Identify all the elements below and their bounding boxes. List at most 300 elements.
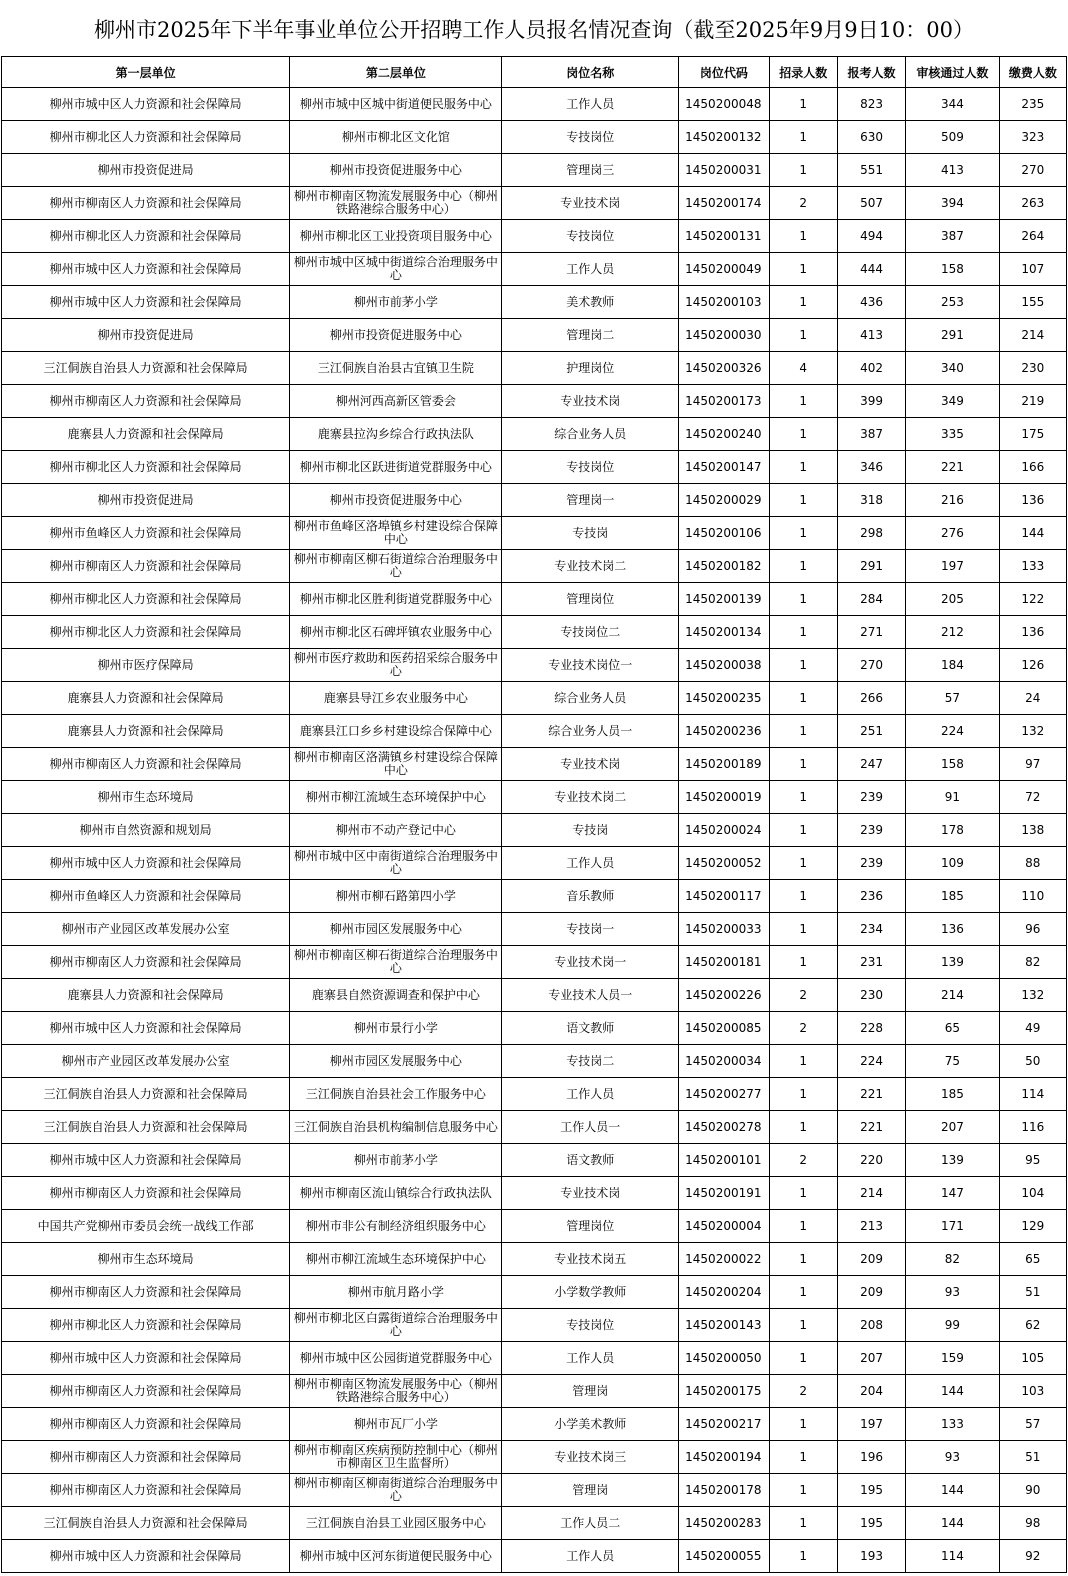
applicants-cell: 196 (837, 1441, 905, 1474)
post-code-cell: 1450200085 (679, 1012, 769, 1045)
applicants-cell: 239 (837, 781, 905, 814)
header-hire-count: 招录人数 (769, 57, 837, 88)
second-unit-cell: 三江侗族自治县机构编制信息服务中心 (290, 1111, 502, 1144)
post-code-cell: 1450200182 (679, 550, 769, 583)
post-code-cell: 1450200019 (679, 781, 769, 814)
second-unit-cell: 柳州市城中区中南街道综合治理服务中心 (290, 847, 502, 880)
post-code-cell: 1450200175 (679, 1375, 769, 1408)
table-row (2, 1243, 1067, 1276)
post-name-cell: 管理岗位 (502, 583, 679, 616)
hire-count-cell: 1 (769, 748, 837, 781)
paid-cell: 132 (999, 979, 1066, 1012)
paid-cell: 264 (999, 220, 1066, 253)
paid-cell: 49 (999, 1012, 1066, 1045)
applicants-cell: 271 (837, 616, 905, 649)
paid-cell: 98 (999, 1507, 1066, 1540)
approved-cell: 349 (906, 385, 999, 418)
paid-cell: 126 (999, 649, 1066, 682)
approved-cell: 221 (906, 451, 999, 484)
approved-cell: 144 (906, 1474, 999, 1507)
first-unit-cell: 三江侗族自治县人力资源和社会保障局 (2, 1111, 290, 1144)
approved-cell: 93 (906, 1441, 999, 1474)
applicants-cell: 630 (837, 121, 905, 154)
approved-cell: 171 (906, 1210, 999, 1243)
second-unit-cell: 三江侗族自治县社会工作服务中心 (290, 1078, 502, 1111)
approved-cell: 109 (906, 847, 999, 880)
applicants-cell: 444 (837, 253, 905, 286)
first-unit-cell: 柳州市柳南区人力资源和社会保障局 (2, 1375, 290, 1408)
post-name-cell: 专业技术岗 (502, 1177, 679, 1210)
first-unit-cell: 柳州市柳北区人力资源和社会保障局 (2, 220, 290, 253)
first-unit-cell: 柳州市城中区人力资源和社会保障局 (2, 1540, 290, 1573)
approved-cell: 216 (906, 484, 999, 517)
approved-cell: 344 (906, 88, 999, 121)
table-body (2, 88, 1067, 1573)
second-unit-cell: 鹿寨县自然资源调查和保护中心 (290, 979, 502, 1012)
second-unit-cell: 柳州市城中区公园街道党群服务中心 (290, 1342, 502, 1375)
first-unit-cell: 柳州市投资促进局 (2, 154, 290, 187)
post-code-cell: 1450200235 (679, 682, 769, 715)
paid-cell: 88 (999, 847, 1066, 880)
hire-count-cell: 1 (769, 1276, 837, 1309)
hire-count-cell: 1 (769, 1474, 837, 1507)
approved-cell: 197 (906, 550, 999, 583)
table-row (2, 484, 1067, 517)
approved-cell: 185 (906, 1078, 999, 1111)
first-unit-cell: 柳州市柳南区人力资源和社会保障局 (2, 187, 290, 220)
first-unit-cell: 柳州市柳南区人力资源和社会保障局 (2, 1474, 290, 1507)
applicants-cell: 221 (837, 1078, 905, 1111)
post-name-cell: 专技岗位二 (502, 616, 679, 649)
applicants-cell: 197 (837, 1408, 905, 1441)
hire-count-cell: 1 (769, 451, 837, 484)
first-unit-cell: 柳州市投资促进局 (2, 484, 290, 517)
approved-cell: 93 (906, 1276, 999, 1309)
approved-cell: 75 (906, 1045, 999, 1078)
post-name-cell: 专业技术岗二 (502, 781, 679, 814)
table-row (2, 1309, 1067, 1342)
hire-count-cell: 1 (769, 715, 837, 748)
hire-count-cell: 1 (769, 1111, 837, 1144)
post-name-cell: 管理岗三 (502, 154, 679, 187)
approved-cell: 82 (906, 1243, 999, 1276)
first-unit-cell: 柳州市柳北区人力资源和社会保障局 (2, 121, 290, 154)
table-row (2, 1441, 1067, 1474)
paid-cell: 24 (999, 682, 1066, 715)
approved-cell: 509 (906, 121, 999, 154)
first-unit-cell: 柳州市柳南区人力资源和社会保障局 (2, 946, 290, 979)
paid-cell: 95 (999, 1144, 1066, 1177)
post-name-cell: 小学数学教师 (502, 1276, 679, 1309)
second-unit-cell: 柳州市柳南区柳石街道综合治理服务中心 (290, 946, 502, 979)
applicants-cell: 209 (837, 1276, 905, 1309)
post-name-cell: 综合业务人员一 (502, 715, 679, 748)
post-code-cell: 1450200052 (679, 847, 769, 880)
second-unit-cell: 柳州市非公有制经济组织服务中心 (290, 1210, 502, 1243)
post-name-cell: 语文教师 (502, 1012, 679, 1045)
hire-count-cell: 2 (769, 979, 837, 1012)
post-code-cell: 1450200217 (679, 1408, 769, 1441)
applicants-cell: 224 (837, 1045, 905, 1078)
paid-cell: 175 (999, 418, 1066, 451)
approved-cell: 335 (906, 418, 999, 451)
post-name-cell: 音乐教师 (502, 880, 679, 913)
paid-cell: 166 (999, 451, 1066, 484)
approved-cell: 205 (906, 583, 999, 616)
hire-count-cell: 1 (769, 154, 837, 187)
post-name-cell: 专业技术岗三 (502, 1441, 679, 1474)
header-first-unit: 第一层单位 (2, 57, 290, 88)
post-name-cell: 综合业务人员 (502, 682, 679, 715)
table-row (2, 451, 1067, 484)
first-unit-cell: 柳州市生态环境局 (2, 781, 290, 814)
applicants-cell: 209 (837, 1243, 905, 1276)
table-row (2, 814, 1067, 847)
post-name-cell: 小学美术教师 (502, 1408, 679, 1441)
post-name-cell: 工作人员 (502, 1078, 679, 1111)
post-code-cell: 1450200277 (679, 1078, 769, 1111)
post-name-cell: 护理岗位 (502, 352, 679, 385)
second-unit-cell: 柳州市投资促进服务中心 (290, 319, 502, 352)
table-row (2, 1111, 1067, 1144)
post-name-cell: 专业技术岗 (502, 385, 679, 418)
table-row (2, 616, 1067, 649)
applicants-cell: 284 (837, 583, 905, 616)
post-code-cell: 1450200226 (679, 979, 769, 1012)
paid-cell: 270 (999, 154, 1066, 187)
approved-cell: 57 (906, 682, 999, 715)
applicants-cell: 195 (837, 1474, 905, 1507)
second-unit-cell: 柳州市城中区城中街道综合治理服务中心 (290, 253, 502, 286)
applicants-cell: 413 (837, 319, 905, 352)
applicants-cell: 387 (837, 418, 905, 451)
hire-count-cell: 1 (769, 1408, 837, 1441)
paid-cell: 50 (999, 1045, 1066, 1078)
post-name-cell: 管理岗 (502, 1474, 679, 1507)
paid-cell: 97 (999, 748, 1066, 781)
first-unit-cell: 柳州市产业园区改革发展办公室 (2, 913, 290, 946)
approved-cell: 159 (906, 1342, 999, 1375)
hire-count-cell: 1 (769, 814, 837, 847)
first-unit-cell: 鹿寨县人力资源和社会保障局 (2, 682, 290, 715)
first-unit-cell: 柳州市柳北区人力资源和社会保障局 (2, 583, 290, 616)
table-row (2, 1210, 1067, 1243)
post-code-cell: 1450200173 (679, 385, 769, 418)
post-name-cell: 管理岗 (502, 1375, 679, 1408)
first-unit-cell: 柳州市投资促进局 (2, 319, 290, 352)
applicants-cell: 270 (837, 649, 905, 682)
second-unit-cell: 鹿寨县导江乡农业服务中心 (290, 682, 502, 715)
approved-cell: 184 (906, 649, 999, 682)
hire-count-cell: 1 (769, 1177, 837, 1210)
first-unit-cell: 柳州市柳南区人力资源和社会保障局 (2, 550, 290, 583)
post-code-cell: 1450200131 (679, 220, 769, 253)
post-code-cell: 1450200024 (679, 814, 769, 847)
second-unit-cell: 柳州市柳南区疾病预防控制中心（柳州市柳南区卫生监督所） (290, 1441, 502, 1474)
hire-count-cell: 2 (769, 187, 837, 220)
first-unit-cell: 三江侗族自治县人力资源和社会保障局 (2, 1507, 290, 1540)
applicants-cell: 291 (837, 550, 905, 583)
applicants-cell: 231 (837, 946, 905, 979)
paid-cell: 90 (999, 1474, 1066, 1507)
post-code-cell: 1450200004 (679, 1210, 769, 1243)
header-row (2, 57, 1067, 88)
paid-cell: 65 (999, 1243, 1066, 1276)
second-unit-cell: 柳州市医疗救助和医药招采综合服务中心 (290, 649, 502, 682)
post-code-cell: 1450200143 (679, 1309, 769, 1342)
approved-cell: 253 (906, 286, 999, 319)
applicants-cell: 213 (837, 1210, 905, 1243)
post-code-cell: 1450200326 (679, 352, 769, 385)
table-row (2, 1177, 1067, 1210)
hire-count-cell: 4 (769, 352, 837, 385)
hire-count-cell: 1 (769, 649, 837, 682)
hire-count-cell: 1 (769, 286, 837, 319)
table-row (2, 517, 1067, 550)
paid-cell: 62 (999, 1309, 1066, 1342)
second-unit-cell: 鹿寨县拉沟乡综合行政执法队 (290, 418, 502, 451)
header-paid: 缴费人数 (999, 57, 1066, 88)
second-unit-cell: 柳州市景行小学 (290, 1012, 502, 1045)
header-approved: 审核通过人数 (906, 57, 999, 88)
second-unit-cell: 柳州市前茅小学 (290, 1144, 502, 1177)
second-unit-cell: 柳州市柳南区物流发展服务中心（柳州铁路港综合服务中心） (290, 1375, 502, 1408)
approved-cell: 276 (906, 517, 999, 550)
post-name-cell: 专技岗位 (502, 1309, 679, 1342)
second-unit-cell: 柳州市柳南区柳南街道综合治理服务中心 (290, 1474, 502, 1507)
applicants-cell: 208 (837, 1309, 905, 1342)
table-row (2, 583, 1067, 616)
table-row (2, 781, 1067, 814)
second-unit-cell: 柳州市柳北区跃进街道党群服务中心 (290, 451, 502, 484)
first-unit-cell: 鹿寨县人力资源和社会保障局 (2, 979, 290, 1012)
approved-cell: 133 (906, 1408, 999, 1441)
post-name-cell: 管理岗位 (502, 1210, 679, 1243)
paid-cell: 214 (999, 319, 1066, 352)
table-row (2, 550, 1067, 583)
post-name-cell: 工作人员一 (502, 1111, 679, 1144)
applicants-cell: 551 (837, 154, 905, 187)
post-code-cell: 1450200147 (679, 451, 769, 484)
post-name-cell: 美术教师 (502, 286, 679, 319)
second-unit-cell: 三江侗族自治县工业园区服务中心 (290, 1507, 502, 1540)
applicants-cell: 221 (837, 1111, 905, 1144)
post-code-cell: 1450200174 (679, 187, 769, 220)
table-row (2, 352, 1067, 385)
first-unit-cell: 柳州市鱼峰区人力资源和社会保障局 (2, 880, 290, 913)
first-unit-cell: 柳州市医疗保障局 (2, 649, 290, 682)
hire-count-cell: 1 (769, 946, 837, 979)
post-name-cell: 专技岗 (502, 517, 679, 550)
hire-count-cell: 1 (769, 418, 837, 451)
second-unit-cell: 柳州市柳石路第四小学 (290, 880, 502, 913)
table-row (2, 121, 1067, 154)
post-code-cell: 1450200191 (679, 1177, 769, 1210)
table-row (2, 253, 1067, 286)
second-unit-cell: 柳州市园区发展服务中心 (290, 1045, 502, 1078)
second-unit-cell: 柳州市鱼峰区洛埠镇乡村建设综合保障中心 (290, 517, 502, 550)
first-unit-cell: 柳州市柳南区人力资源和社会保障局 (2, 1276, 290, 1309)
approved-cell: 139 (906, 946, 999, 979)
table-row (2, 418, 1067, 451)
first-unit-cell: 柳州市生态环境局 (2, 1243, 290, 1276)
table-row (2, 979, 1067, 1012)
paid-cell: 155 (999, 286, 1066, 319)
post-code-cell: 1450200139 (679, 583, 769, 616)
post-name-cell: 专技岗位 (502, 121, 679, 154)
post-name-cell: 专技岗位 (502, 451, 679, 484)
applicants-cell: 399 (837, 385, 905, 418)
second-unit-cell: 柳州市柳南区柳石街道综合治理服务中心 (290, 550, 502, 583)
applicants-cell: 239 (837, 847, 905, 880)
second-unit-cell: 柳州市柳南区洛满镇乡村建设综合保障中心 (290, 748, 502, 781)
first-unit-cell: 柳州市柳南区人力资源和社会保障局 (2, 748, 290, 781)
second-unit-cell: 柳州市柳南区物流发展服务中心（柳州铁路港综合服务中心） (290, 187, 502, 220)
first-unit-cell: 柳州市城中区人力资源和社会保障局 (2, 847, 290, 880)
table-row (2, 1507, 1067, 1540)
applicants-cell: 193 (837, 1540, 905, 1573)
hire-count-cell: 1 (769, 517, 837, 550)
approved-cell: 413 (906, 154, 999, 187)
hire-count-cell: 1 (769, 484, 837, 517)
second-unit-cell: 柳州市柳北区工业投资项目服务中心 (290, 220, 502, 253)
paid-cell: 122 (999, 583, 1066, 616)
paid-cell: 136 (999, 616, 1066, 649)
paid-cell: 138 (999, 814, 1066, 847)
post-code-cell: 1450200038 (679, 649, 769, 682)
hire-count-cell: 1 (769, 880, 837, 913)
hire-count-cell: 1 (769, 1243, 837, 1276)
approved-cell: 224 (906, 715, 999, 748)
hire-count-cell: 1 (769, 1441, 837, 1474)
table-row (2, 715, 1067, 748)
hire-count-cell: 1 (769, 1309, 837, 1342)
table-row (2, 1276, 1067, 1309)
post-name-cell: 工作人员 (502, 847, 679, 880)
post-code-cell: 1450200030 (679, 319, 769, 352)
post-name-cell: 专技岗 (502, 814, 679, 847)
hire-count-cell: 1 (769, 1507, 837, 1540)
approved-cell: 114 (906, 1540, 999, 1573)
post-code-cell: 1450200101 (679, 1144, 769, 1177)
table-row (2, 682, 1067, 715)
post-code-cell: 1450200204 (679, 1276, 769, 1309)
second-unit-cell: 柳州河西高新区管委会 (290, 385, 502, 418)
table-row (2, 946, 1067, 979)
post-code-cell: 1450200048 (679, 88, 769, 121)
paid-cell: 136 (999, 484, 1066, 517)
second-unit-cell: 柳州市城中区城中街道便民服务中心 (290, 88, 502, 121)
paid-cell: 133 (999, 550, 1066, 583)
applicants-cell: 251 (837, 715, 905, 748)
first-unit-cell: 柳州市城中区人力资源和社会保障局 (2, 88, 290, 121)
second-unit-cell: 鹿寨县江口乡乡村建设综合保障中心 (290, 715, 502, 748)
post-name-cell: 综合业务人员 (502, 418, 679, 451)
second-unit-cell: 柳州市柳北区胜利街道党群服务中心 (290, 583, 502, 616)
paid-cell: 72 (999, 781, 1066, 814)
post-code-cell: 1450200194 (679, 1441, 769, 1474)
hire-count-cell: 1 (769, 88, 837, 121)
approved-cell: 394 (906, 187, 999, 220)
post-name-cell: 管理岗一 (502, 484, 679, 517)
first-unit-cell: 柳州市城中区人力资源和社会保障局 (2, 1012, 290, 1045)
first-unit-cell: 柳州市鱼峰区人力资源和社会保障局 (2, 517, 290, 550)
hire-count-cell: 2 (769, 1144, 837, 1177)
hire-count-cell: 1 (769, 385, 837, 418)
post-code-cell: 1450200240 (679, 418, 769, 451)
applicants-cell: 204 (837, 1375, 905, 1408)
post-name-cell: 专技岗位 (502, 220, 679, 253)
post-name-cell: 专业技术人员一 (502, 979, 679, 1012)
approved-cell: 139 (906, 1144, 999, 1177)
applicants-cell: 214 (837, 1177, 905, 1210)
approved-cell: 185 (906, 880, 999, 913)
applicants-cell: 247 (837, 748, 905, 781)
hire-count-cell: 2 (769, 1012, 837, 1045)
applicants-cell: 230 (837, 979, 905, 1012)
applicants-cell: 402 (837, 352, 905, 385)
applicants-cell: 436 (837, 286, 905, 319)
second-unit-cell: 柳州市柳江流域生态环境保护中心 (290, 781, 502, 814)
second-unit-cell: 柳州市柳南区流山镇综合行政执法队 (290, 1177, 502, 1210)
second-unit-cell: 柳州市不动产登记中心 (290, 814, 502, 847)
table-row (2, 1012, 1067, 1045)
first-unit-cell: 柳州市柳北区人力资源和社会保障局 (2, 451, 290, 484)
applicants-cell: 318 (837, 484, 905, 517)
first-unit-cell: 鹿寨县人力资源和社会保障局 (2, 715, 290, 748)
post-name-cell: 工作人员 (502, 253, 679, 286)
first-unit-cell: 柳州市城中区人力资源和社会保障局 (2, 253, 290, 286)
post-code-cell: 1450200278 (679, 1111, 769, 1144)
applicants-cell: 346 (837, 451, 905, 484)
applicants-cell: 494 (837, 220, 905, 253)
paid-cell: 230 (999, 352, 1066, 385)
table-row (2, 1045, 1067, 1078)
paid-cell: 144 (999, 517, 1066, 550)
second-unit-cell: 柳州市柳北区石碑坪镇农业服务中心 (290, 616, 502, 649)
header-second-unit: 第二层单位 (290, 57, 502, 88)
approved-cell: 144 (906, 1507, 999, 1540)
post-name-cell: 工作人员二 (502, 1507, 679, 1540)
second-unit-cell: 柳州市瓦厂小学 (290, 1408, 502, 1441)
table-row (2, 913, 1067, 946)
first-unit-cell: 柳州市城中区人力资源和社会保障局 (2, 1144, 290, 1177)
first-unit-cell: 三江侗族自治县人力资源和社会保障局 (2, 352, 290, 385)
hire-count-cell: 1 (769, 847, 837, 880)
approved-cell: 147 (906, 1177, 999, 1210)
post-name-cell: 专业技术岗五 (502, 1243, 679, 1276)
first-unit-cell: 鹿寨县人力资源和社会保障局 (2, 418, 290, 451)
paid-cell: 57 (999, 1408, 1066, 1441)
post-name-cell: 工作人员 (502, 1540, 679, 1573)
post-code-cell: 1450200106 (679, 517, 769, 550)
table-row (2, 1078, 1067, 1111)
approved-cell: 178 (906, 814, 999, 847)
second-unit-cell: 柳州市前茅小学 (290, 286, 502, 319)
post-code-cell: 1450200022 (679, 1243, 769, 1276)
paid-cell: 263 (999, 187, 1066, 220)
first-unit-cell: 三江侗族自治县人力资源和社会保障局 (2, 1078, 290, 1111)
post-name-cell: 专业技术岗位一 (502, 649, 679, 682)
first-unit-cell: 柳州市柳南区人力资源和社会保障局 (2, 385, 290, 418)
second-unit-cell: 三江侗族自治县古宜镇卫生院 (290, 352, 502, 385)
table-row (2, 286, 1067, 319)
applicants-cell: 234 (837, 913, 905, 946)
second-unit-cell: 柳州市投资促进服务中心 (290, 484, 502, 517)
approved-cell: 65 (906, 1012, 999, 1045)
post-code-cell: 1450200132 (679, 121, 769, 154)
hire-count-cell: 1 (769, 583, 837, 616)
